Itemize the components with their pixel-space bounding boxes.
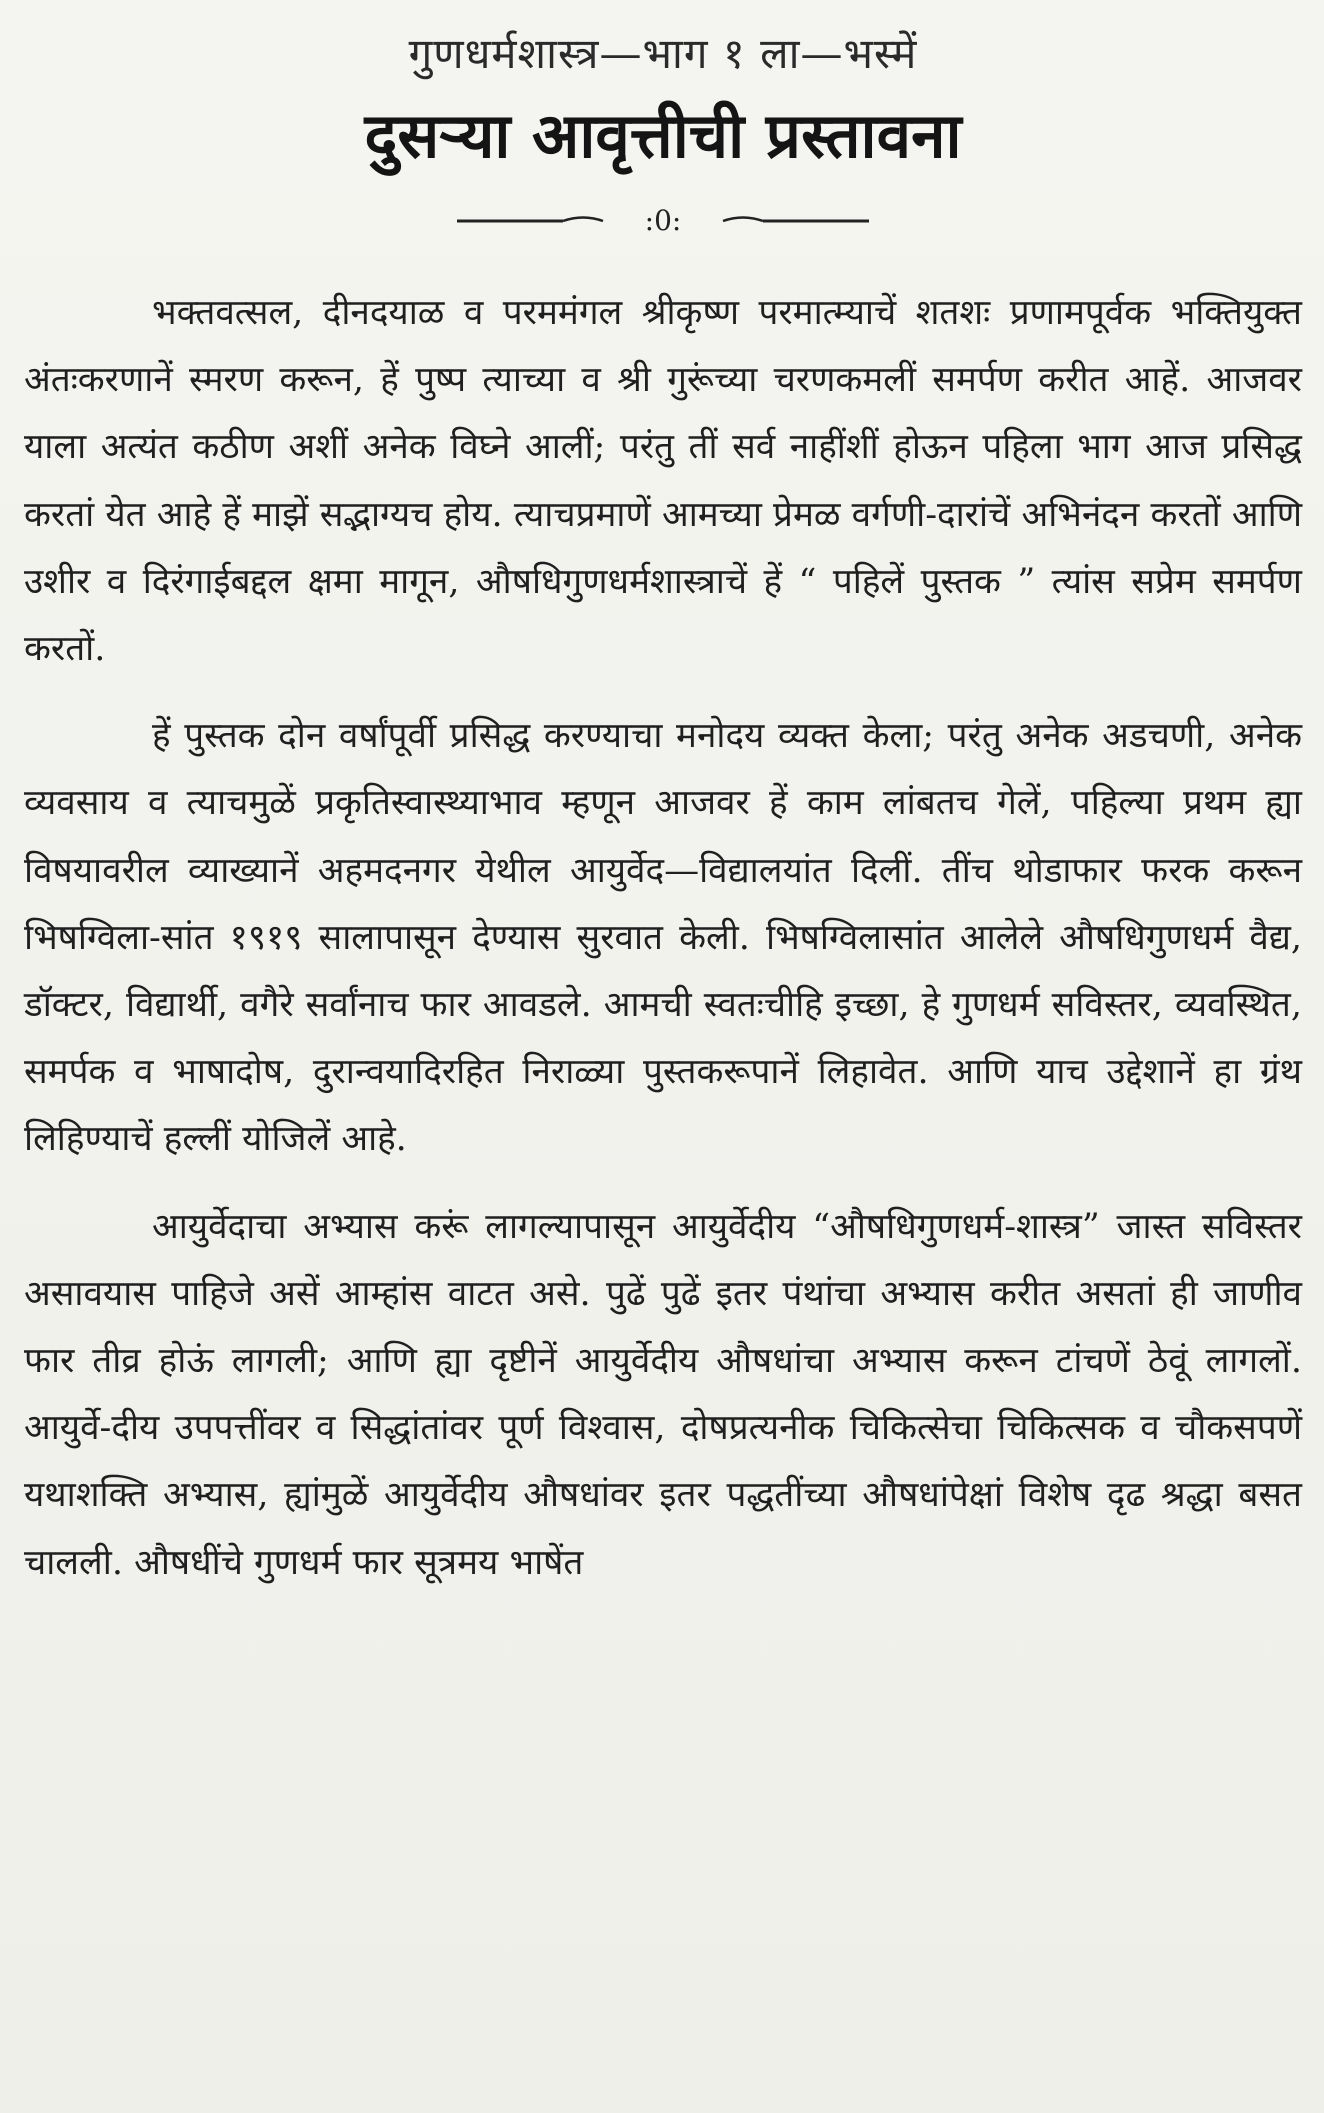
running-head: गुणधर्मशास्त्र—भाग १ ला—भस्में xyxy=(408,29,918,78)
chapter-title: दुसऱ्या आवृत्तीची प्रस्तावना xyxy=(364,99,962,172)
paragraph-3: आयुर्वेदाचा अभ्यास करूं लागल्यापासून आयुर्वेदीय “औषधिगुणधर्म-शास्त्र” जास्त सविस्तर असावयास पाहिजे असें आम्हांस वाटत असे. पुढें पुढें इतर पंथांचा अभ्यास करीत असतां ही जाणीव फार तीव्र होऊं लागली; आणि ह्या दृष्टीनें आयुर्वेदीय औषधांचा अभ्यास करून टांचणें ठेवूं लागलों. आयुर्वे-दीय उपपत्तींवर व सिद्धांतांवर पूर्ण विश्वास, दोषप्रत्यनीक चिकित्सेचा चिकित्सक व चौकसपणें यथाशक्ति अभ्यास, ह्यांमुळें आयुर्वेदीय औषधांवर इतर पद्धतींच्या औषधांपेक्षां विशेष दृढ श्रद्धा बसत चालली. औषधींचे गुणधर्म फार सूत्रमय भाषेंत xyxy=(24,1206,1302,1583)
title-ornament xyxy=(24,204,1302,238)
ornament-rule xyxy=(453,204,873,238)
paragraph-2: हें पुस्तक दोन वर्षांपूर्वी प्रसिद्ध करण्याचा मनोदय व्यक्त केला; परंतु अनेक अडचणी, अनेक व्यवसाय व त्याचमुळें प्रकृतिस्वास्थ्याभाव म्हणून आजवर हें काम लांबतच गेलें, पहिल्या प्रथम ह्या विषयावरील व्याख्यानें अहमदनगर येथील आयुर्वेद—विद्यालयांत दिलीं. तींच थोडाफार फरक करून भिषग्विला-सांत १९१९ सालापासून देण्यास सुरवात केली. भिषग्विलासांत आलेले औषधिगुणधर्म वैद्य, डॉक्टर, विद्यार्थी, वगैरे सर्वांनाच फार आवडले. आमची स्वतःचीहि इच्छा, हे गुणधर्म सविस्तर, व्यवस्थित, समर्पक व भाषादोष, दुरान्वयादिरहित निराळ्या पुस्तकरूपानें लिहावेत. आणि याच उद्देशानें हा ग्रंथ लिहिण्याचें हल्लीं योजिलें आहे. xyxy=(24,716,1302,1160)
ornament-text: :0: xyxy=(644,204,682,237)
paragraph-1: भक्तवत्सल, दीनदयाळ व परममंगल श्रीकृष्ण परमात्म्याचें शतशः प्रणामपूर्वक भक्तियुक्त अंतःकरणानें स्मरण करून, हें पुष्प त्याच्या व श्री गुरूंच्या चरणकमलीं समर्पण करीत आहें. आजवर याला अत्यंत कठीण अशीं अनेक विघ्ने आलीं; परंतु तीं सर्व नाहींशीं होऊन पहिला भाग आज प्रसिद्ध करतां येत आहे हें माझें सद्भाग्यच होय. त्याचप्रमाणें आमच्या प्रेमळ वर्गणी-दारांचें अभिनंदन करतों आणि उशीर व दिरंगाईबद्दल क्षमा मागून, औषधिगुणधर्मशास्त्राचें हें “ पहिलें पुस्तक ” त्यांस सप्रेम समर्पण करतों. xyxy=(24,293,1302,670)
body-text xyxy=(24,280,1302,1597)
